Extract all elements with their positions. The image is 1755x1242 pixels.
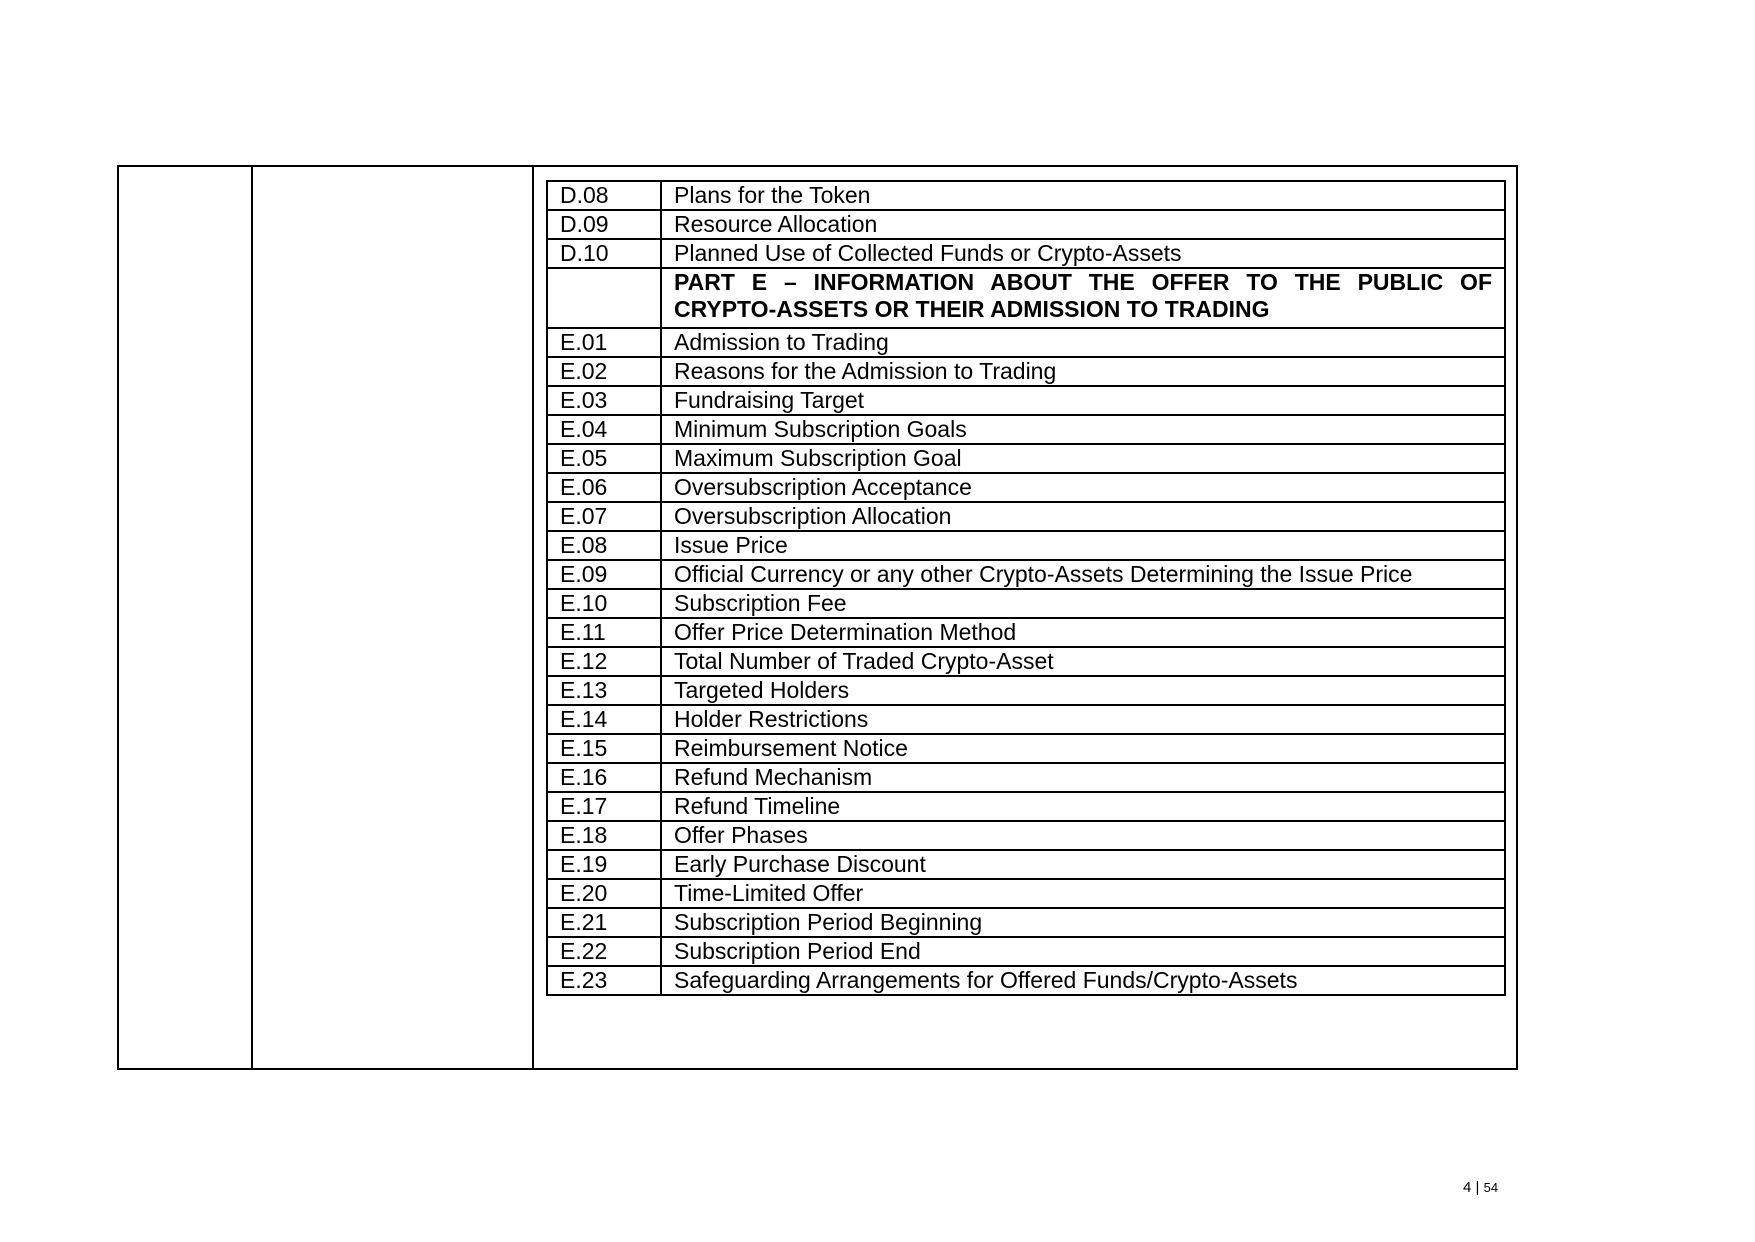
item-code: E.11 xyxy=(547,618,661,647)
item-label: Resource Allocation xyxy=(661,210,1505,239)
item-label: Official Currency or any other Crypto-Assets Determining the Issue Price xyxy=(661,560,1505,589)
item-label: Targeted Holders xyxy=(661,676,1505,705)
table-row xyxy=(547,531,1505,560)
column-divider xyxy=(251,167,253,1068)
table-row xyxy=(547,357,1505,386)
table-row xyxy=(547,647,1505,676)
item-label: Issue Price xyxy=(661,531,1505,560)
page-total: 54 xyxy=(1483,1180,1499,1195)
item-code: D.09 xyxy=(547,210,661,239)
table-row xyxy=(547,473,1505,502)
item-code: E.05 xyxy=(547,444,661,473)
item-label: Oversubscription Acceptance xyxy=(661,473,1505,502)
item-label: Maximum Subscription Goal xyxy=(661,444,1505,473)
item-label: Offer Phases xyxy=(661,821,1505,850)
item-code: E.09 xyxy=(547,560,661,589)
item-code: E.02 xyxy=(547,357,661,386)
item-code: E.22 xyxy=(547,937,661,966)
section-heading-row xyxy=(547,268,1505,328)
table-row xyxy=(547,444,1505,473)
item-code: E.21 xyxy=(547,908,661,937)
page-number xyxy=(1463,1179,1498,1196)
item-code: E.07 xyxy=(547,502,661,531)
item-label: Refund Timeline xyxy=(661,792,1505,821)
column-divider xyxy=(532,167,534,1068)
item-code: E.17 xyxy=(547,792,661,821)
item-label: Subscription Period Beginning xyxy=(661,908,1505,937)
table-row xyxy=(547,734,1505,763)
item-label: Minimum Subscription Goals xyxy=(661,415,1505,444)
table-row xyxy=(547,966,1505,995)
item-label: Plans for the Token xyxy=(661,181,1505,210)
item-code: E.19 xyxy=(547,850,661,879)
item-code: E.10 xyxy=(547,589,661,618)
table-row xyxy=(547,210,1505,239)
table-row xyxy=(547,908,1505,937)
item-code: E.03 xyxy=(547,386,661,415)
item-code: E.08 xyxy=(547,531,661,560)
item-label: Subscription Fee xyxy=(661,589,1505,618)
table-row xyxy=(547,589,1505,618)
table-row xyxy=(547,705,1505,734)
table-row xyxy=(547,937,1505,966)
table-row xyxy=(547,415,1505,444)
table-row xyxy=(547,181,1505,210)
item-code: E.20 xyxy=(547,879,661,908)
table-row xyxy=(547,386,1505,415)
table-row xyxy=(547,239,1505,268)
item-label: Admission to Trading xyxy=(661,328,1505,357)
page-separator: | xyxy=(1475,1179,1480,1196)
table-row xyxy=(547,502,1505,531)
item-label: Holder Restrictions xyxy=(661,705,1505,734)
contents-table xyxy=(546,180,1506,996)
item-code: E.04 xyxy=(547,415,661,444)
item-label: Offer Price Determination Method xyxy=(661,618,1505,647)
section-heading: PART E – INFORMATION ABOUT THE OFFER TO THE PUBLIC OF CRYPTO-ASSETS OR THEIR ADMISSION TO TRADING xyxy=(661,268,1505,328)
item-label: Early Purchase Discount xyxy=(661,850,1505,879)
item-code: E.18 xyxy=(547,821,661,850)
item-code: E.13 xyxy=(547,676,661,705)
item-code: E.14 xyxy=(547,705,661,734)
table-row xyxy=(547,676,1505,705)
table-row xyxy=(547,763,1505,792)
item-label: Total Number of Traded Crypto-Asset xyxy=(661,647,1505,676)
item-code: E.15 xyxy=(547,734,661,763)
item-code: D.08 xyxy=(547,181,661,210)
table-row xyxy=(547,618,1505,647)
item-label: Reimbursement Notice xyxy=(661,734,1505,763)
item-code: E.12 xyxy=(547,647,661,676)
table-row xyxy=(547,792,1505,821)
item-label: Fundraising Target xyxy=(661,386,1505,415)
item-label: Planned Use of Collected Funds or Crypto-Assets xyxy=(661,239,1505,268)
item-code: E.01 xyxy=(547,328,661,357)
item-code xyxy=(547,268,661,328)
item-label: Reasons for the Admission to Trading xyxy=(661,357,1505,386)
table-row xyxy=(547,879,1505,908)
item-label: Subscription Period End xyxy=(661,937,1505,966)
table-row xyxy=(547,560,1505,589)
table-row xyxy=(547,850,1505,879)
outer-table xyxy=(117,165,1518,1070)
item-label: Refund Mechanism xyxy=(661,763,1505,792)
table-row xyxy=(547,328,1505,357)
item-code: E.06 xyxy=(547,473,661,502)
item-code: E.23 xyxy=(547,966,661,995)
table-row xyxy=(547,821,1505,850)
item-code: D.10 xyxy=(547,239,661,268)
page-current: 4 xyxy=(1463,1179,1472,1196)
item-label: Oversubscription Allocation xyxy=(661,502,1505,531)
item-code: E.16 xyxy=(547,763,661,792)
item-label: Time-Limited Offer xyxy=(661,879,1505,908)
item-label: Safeguarding Arrangements for Offered Funds/Crypto-Assets xyxy=(661,966,1505,995)
